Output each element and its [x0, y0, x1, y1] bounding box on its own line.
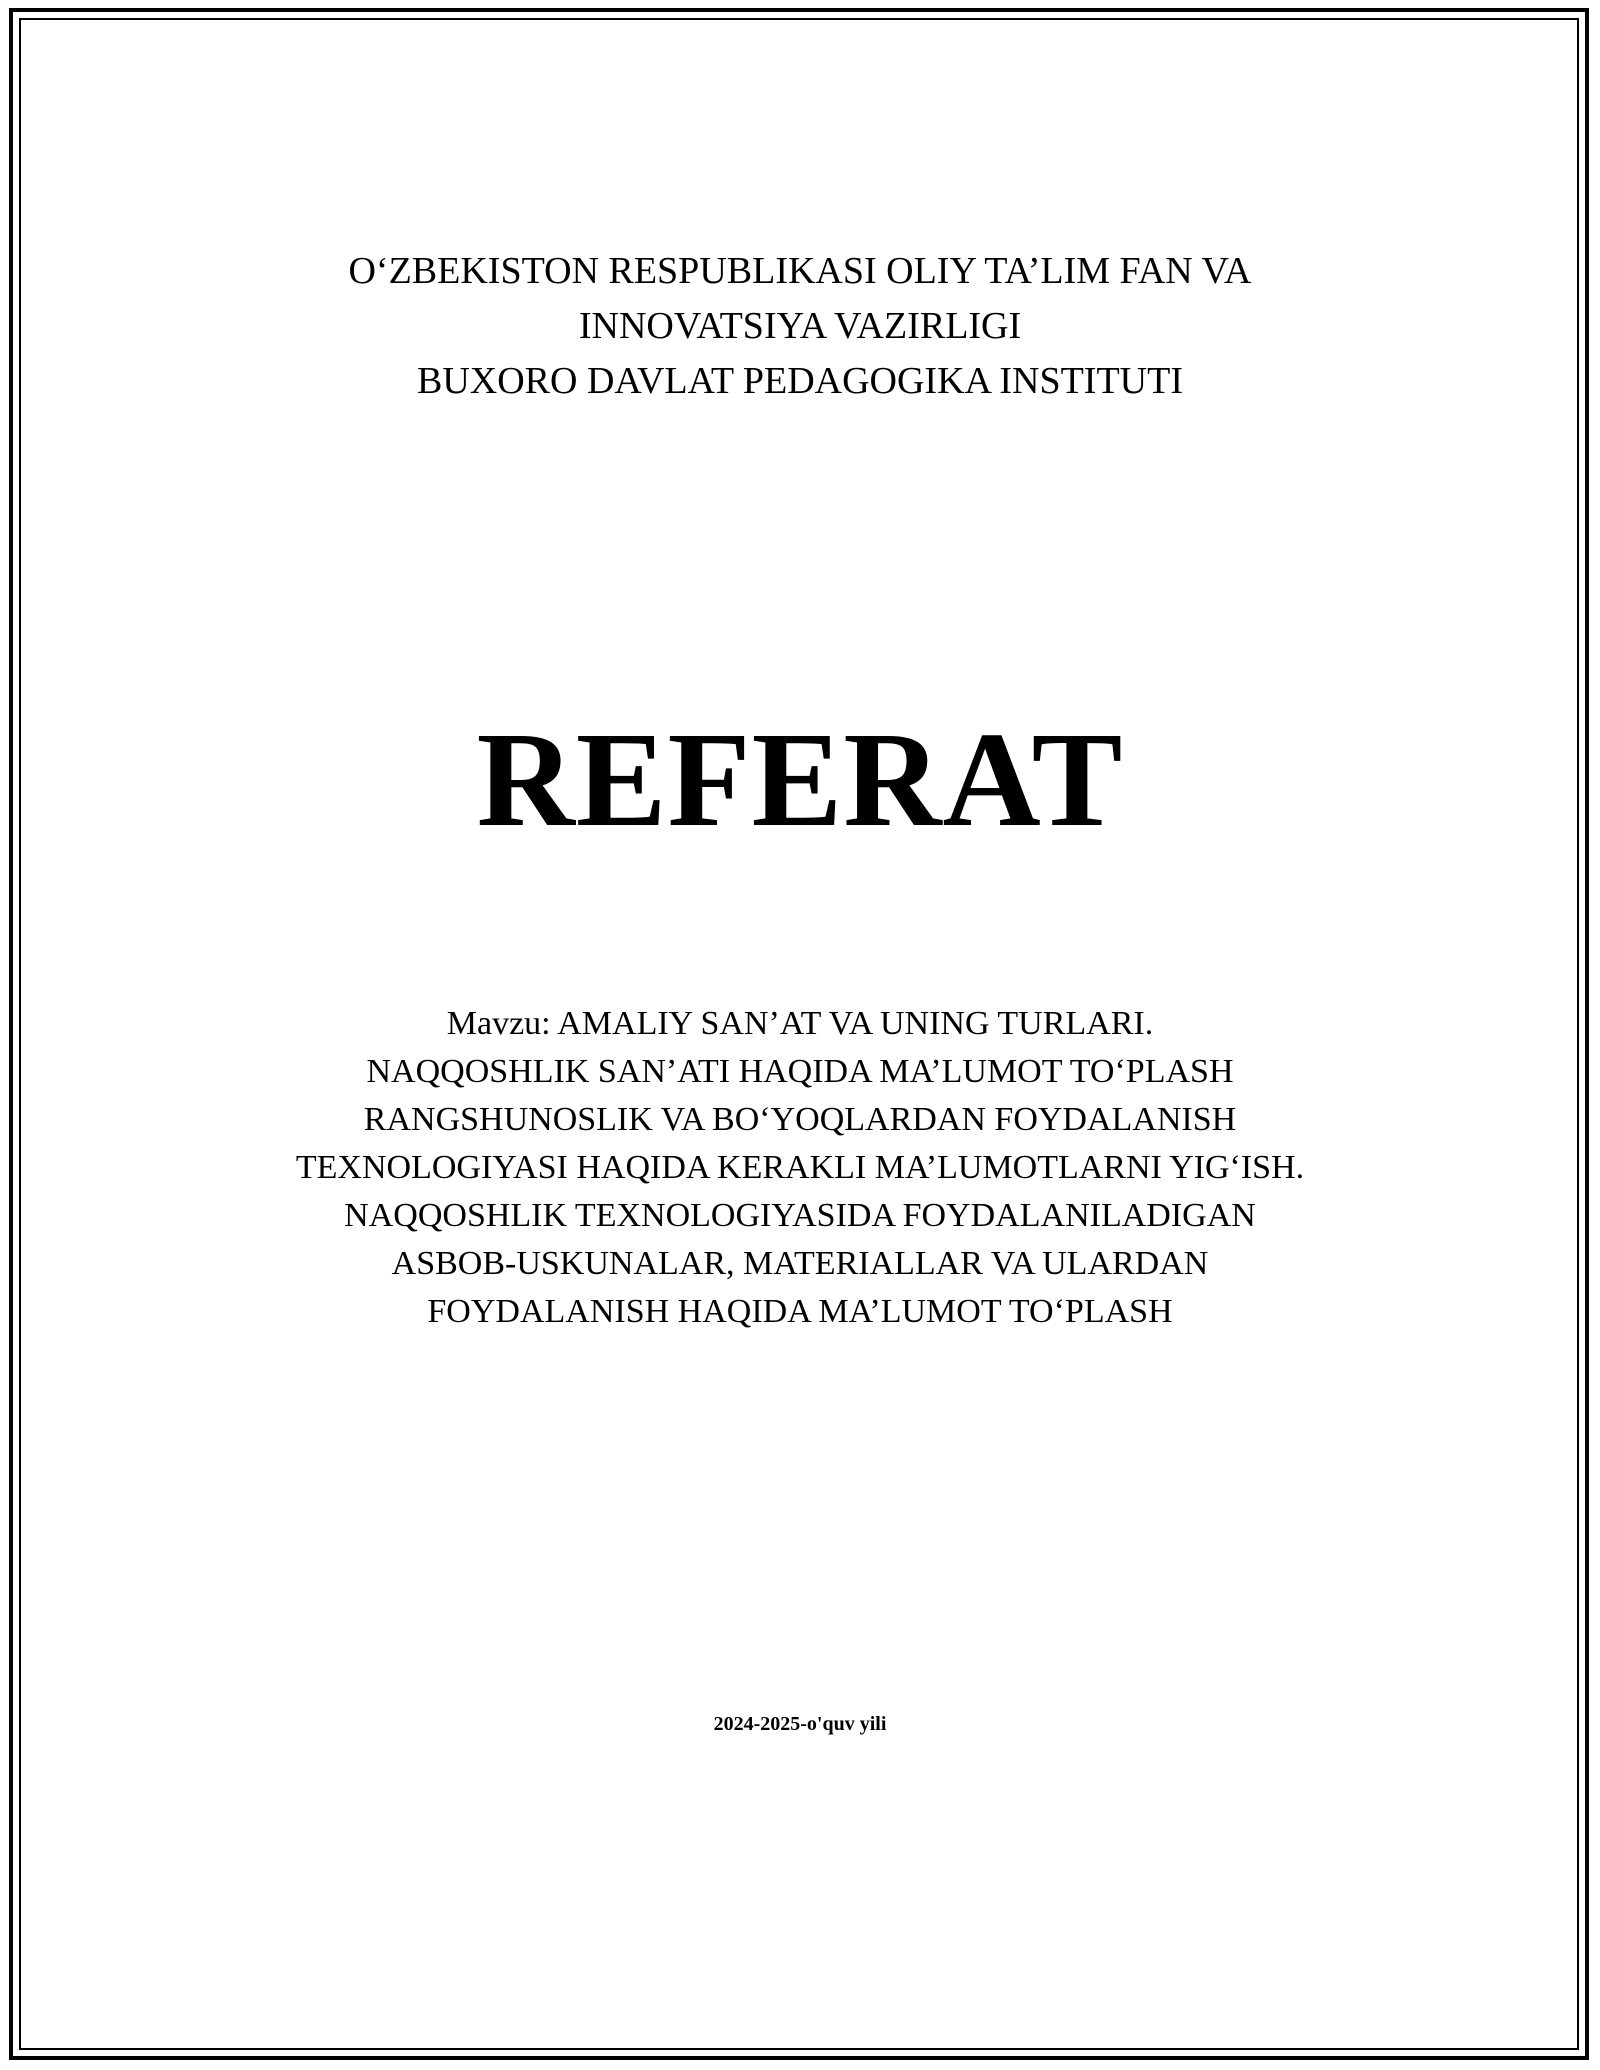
topic-line: NAQQOSHLIK SAN’ATI HAQIDA MA’LUMOT TO‘PLASH	[366, 1053, 1234, 1090]
header-line: O‘ZBEKISTON RESPUBLIKASI OLIY TA’LIM FAN VA	[348, 250, 1252, 292]
header-line: INNOVATSIYA VAZIRLIGI	[578, 305, 1022, 347]
header-line: BUXORO DAVLAT PEDAGOGIKA INSTITUTI	[417, 360, 1183, 402]
topic-section	[0, 1000, 1600, 1336]
document-title: REFERAT	[476, 705, 1124, 855]
topic-line: FOYDALANISH HAQIDA MA’LUMOT TO‘PLASH	[427, 1293, 1173, 1330]
topic-line: ASBOB-USKUNALAR, MATERIALLAR VA ULARDAN	[391, 1245, 1209, 1282]
institution-header	[0, 244, 1600, 409]
academic-year: 2024-2025-o'quv yili	[713, 1713, 887, 1735]
topic-line: Mavzu: AMALIY SAN’AT VA UNING TURLARI.	[446, 1005, 1154, 1042]
topic-line: RANGSHUNOSLIK VA BO‘YOQLARDAN FOYDALANISH	[363, 1101, 1237, 1138]
topic-line: TEXNOLOGIYASI HAQIDA KERAKLI MA’LUMOTLARNI YIG‘ISH.	[295, 1149, 1305, 1186]
topic-line: NAQQOSHLIK TEXNOLOGIYASIDA FOYDALANILADIGAN	[344, 1197, 1256, 1234]
